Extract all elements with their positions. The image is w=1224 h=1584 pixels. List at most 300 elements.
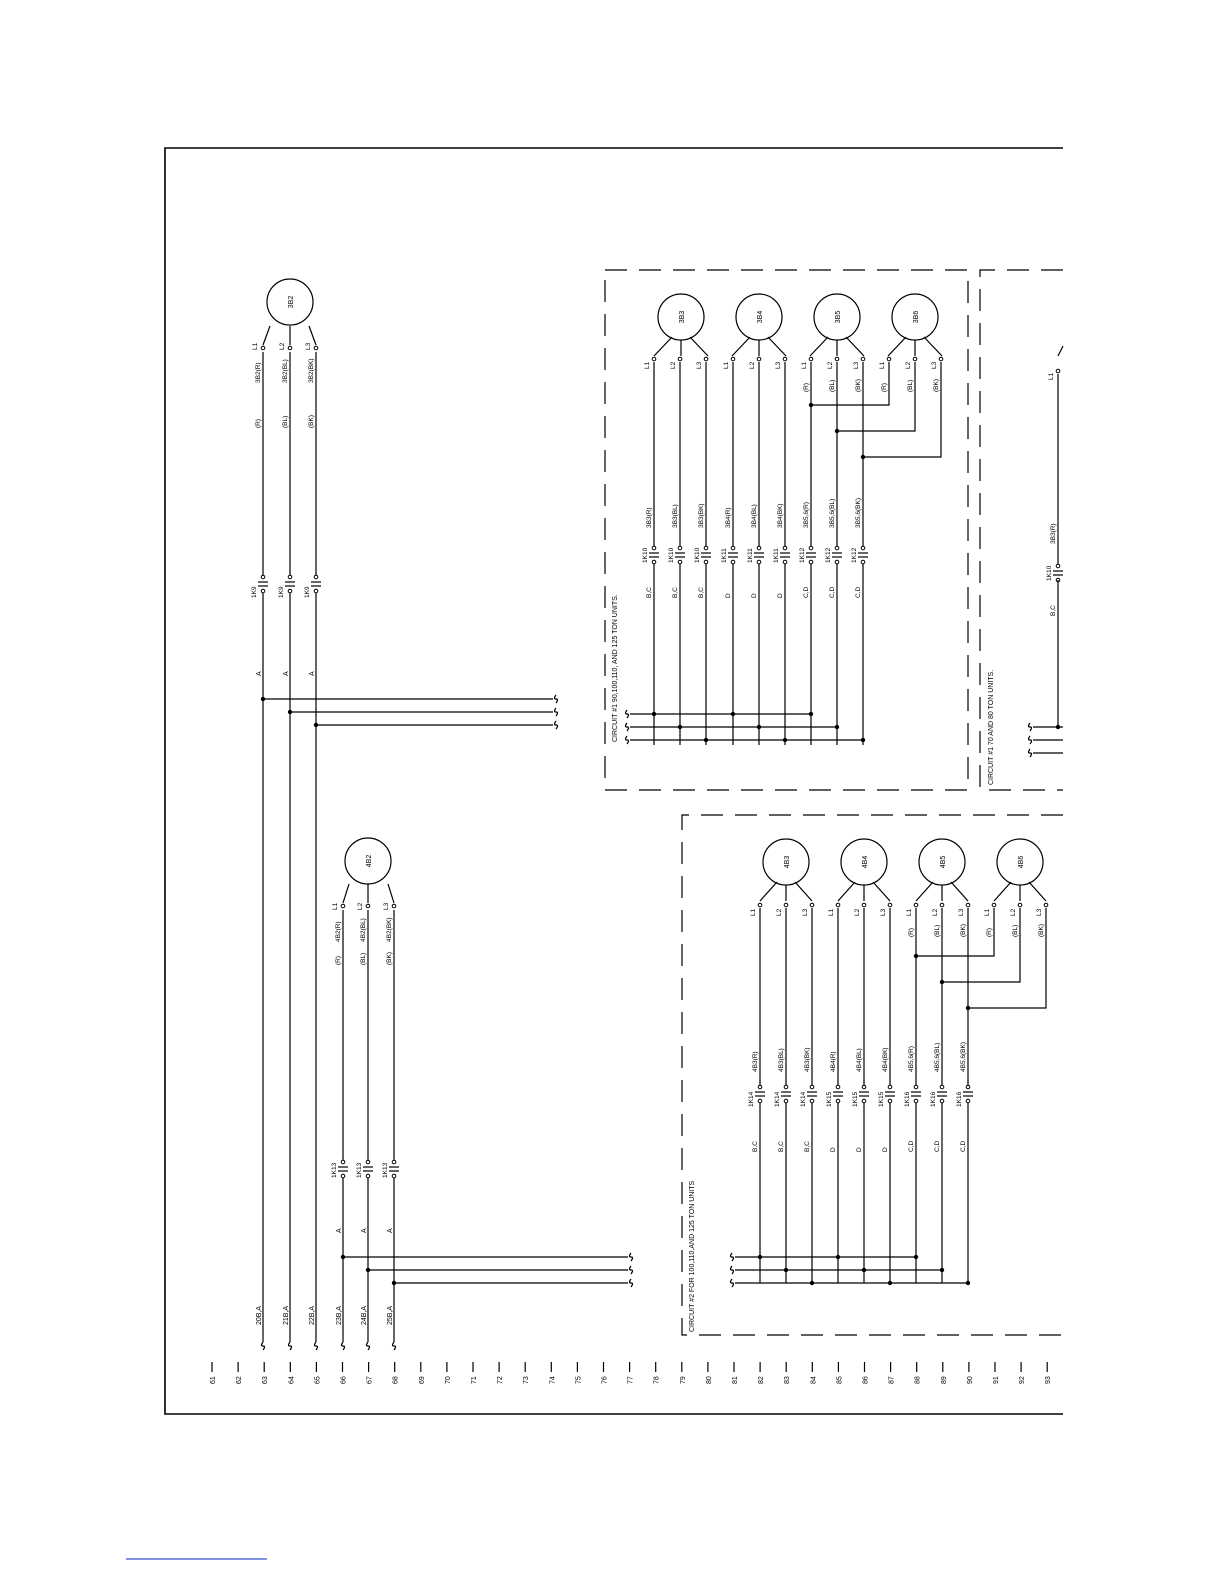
- terminal-label: L3: [383, 902, 390, 910]
- motor-terminal: [341, 904, 345, 908]
- motor-lead: [1058, 346, 1063, 356]
- wire-break: [1029, 723, 1032, 731]
- motor-lead: [888, 337, 906, 356]
- contact-terminal: [966, 1099, 970, 1103]
- terminal-label: L3: [958, 908, 965, 916]
- contact-terminal: [783, 560, 787, 564]
- contact-terminal: [341, 1160, 345, 1164]
- contact-label: 1K10: [1046, 565, 1053, 581]
- left-wire-label: 23B,A: [336, 1305, 343, 1325]
- motor-terminal: [888, 903, 892, 907]
- left-wire-break: [393, 1342, 396, 1350]
- bus-break: [626, 710, 629, 718]
- left-wire-label: 21B,A: [283, 1305, 290, 1325]
- rung-number-64: 64: [288, 1376, 296, 1384]
- contact-1k15: [833, 1085, 843, 1103]
- condition-label: B,C: [804, 1141, 811, 1152]
- condition-label: A: [309, 671, 316, 676]
- contact-terminal: [914, 1085, 918, 1089]
- wire-label: 4B3(BK): [804, 1047, 811, 1072]
- contact-1k12: [806, 546, 816, 564]
- left-wire-break: [289, 1342, 292, 1350]
- color-label: (R): [881, 382, 888, 392]
- contact-1k13-label: 1K13: [356, 1162, 363, 1178]
- condition-label: C,D: [934, 1140, 941, 1152]
- contact-label: 1K10: [668, 547, 675, 563]
- contact-terminal: [392, 1160, 396, 1164]
- motor-lead: [810, 337, 828, 356]
- contact-1k9: [311, 575, 321, 593]
- motor-terminal: [288, 346, 292, 350]
- contact-terminal: [888, 1085, 892, 1089]
- contact-1k11: [780, 546, 790, 564]
- wire-label: 4B3(R): [752, 1051, 759, 1072]
- bus-break: [555, 721, 558, 729]
- condition-label: D: [777, 593, 784, 598]
- contact-label: 1K16: [930, 1091, 937, 1107]
- motor-lead: [1029, 882, 1046, 901]
- color-label: (BK): [855, 379, 862, 392]
- junction-dot: [261, 697, 265, 701]
- contact-1k12: [858, 546, 868, 564]
- rung-number-92: 92: [1019, 1376, 1027, 1384]
- bus-break: [630, 1279, 633, 1287]
- terminal-label: L2: [1010, 908, 1017, 916]
- parallel-wire: [942, 908, 1020, 982]
- contact-label: 1K11: [721, 548, 728, 563]
- left-feeder-section: [251, 279, 633, 1350]
- contact-label: 1K10: [694, 547, 701, 563]
- contact-terminal: [784, 1099, 788, 1103]
- condition-label: C,D: [829, 586, 836, 598]
- condition-label: A: [361, 1228, 368, 1233]
- rung-number-88: 88: [914, 1376, 922, 1384]
- condition-label: A: [256, 671, 263, 676]
- contact-label: 1K15: [878, 1091, 885, 1107]
- contact-1k9: [285, 575, 295, 593]
- motor-lead: [768, 337, 786, 356]
- wire-label: 4B5,6(R): [908, 1045, 915, 1072]
- motor-3b6-label: 3B6: [913, 310, 920, 324]
- motor-terminal: [314, 346, 318, 350]
- color-label: (BK): [1038, 924, 1045, 937]
- motor-lead: [309, 326, 316, 345]
- contact-label: 1K14: [800, 1091, 807, 1107]
- left-wire-label: 24B,A: [361, 1305, 368, 1325]
- rung-number-87: 87: [888, 1376, 896, 1384]
- contact-1k9: [258, 575, 268, 593]
- terminal-label: L1: [984, 908, 991, 916]
- contact-label: 1K16: [956, 1091, 963, 1107]
- contact-terminal: [731, 546, 735, 550]
- motor-terminal: [758, 903, 762, 907]
- junction-dot: [783, 738, 787, 742]
- contact-terminal: [861, 560, 865, 564]
- bus-break: [630, 1253, 633, 1261]
- motor-4b5-label: 4B5: [940, 855, 947, 869]
- condition-label: C,D: [960, 1140, 967, 1152]
- motor-terminal: [1056, 369, 1060, 373]
- wire-label: 3B5,6(BL): [829, 498, 836, 528]
- wire-3b2-label: 3B2(BK): [308, 358, 315, 383]
- contact-1k13-label: 1K13: [331, 1162, 338, 1178]
- contact-1k16: [963, 1085, 973, 1103]
- contact-1k14: [781, 1085, 791, 1103]
- contact-terminal: [366, 1160, 370, 1164]
- wire-label: 3B5,6(BK): [855, 498, 862, 528]
- motor-lead: [690, 337, 708, 356]
- rung-number-84: 84: [810, 1376, 818, 1384]
- wire-label: 4B4(R): [830, 1051, 837, 1072]
- bus-break: [731, 1279, 734, 1287]
- contact-1k10: [701, 546, 711, 564]
- junction-dot: [835, 429, 839, 433]
- motor-terminal: [966, 903, 970, 907]
- contact-terminal: [836, 1099, 840, 1103]
- rung-number-68: 68: [392, 1376, 400, 1384]
- condition-label: D: [751, 593, 758, 598]
- condition-label: D: [882, 1147, 889, 1152]
- contact-terminal: [288, 575, 292, 579]
- contact-1k16: [911, 1085, 921, 1103]
- left-wire-label: 25B,A: [387, 1305, 394, 1325]
- terminal-label: L3: [305, 342, 312, 350]
- bus-break: [555, 708, 558, 716]
- contact-1k10: [675, 546, 685, 564]
- bus-break: [626, 736, 629, 744]
- junction-dot: [940, 1268, 944, 1272]
- motor-3b2-label: 3B2: [288, 295, 295, 309]
- color-label: (R): [803, 382, 810, 392]
- wire-label: 3B4(BL): [751, 504, 758, 528]
- contact-label: 1K12: [851, 547, 858, 563]
- motor-lead: [951, 882, 968, 901]
- box2-title: CIRCUIT #1 70 AND 80 TON UNITS.: [988, 669, 995, 785]
- contact-1k9-label: 1K9: [278, 586, 285, 598]
- terminal-label: L1: [332, 902, 339, 910]
- terminal-label: L2: [827, 361, 834, 369]
- contact-terminal: [835, 546, 839, 550]
- motor-terminal: [678, 357, 682, 361]
- condition-label: A: [336, 1228, 343, 1233]
- condition-label: C,D: [908, 1140, 915, 1152]
- junction-dot: [810, 1281, 814, 1285]
- motor-terminal: [704, 357, 708, 361]
- motor-terminal: [992, 903, 996, 907]
- circuit1-section: [626, 294, 943, 745]
- color-label: (R): [908, 927, 915, 937]
- junction-dot: [731, 712, 735, 716]
- junction-dot: [862, 1268, 866, 1272]
- contact-1k15: [885, 1085, 895, 1103]
- rung-number-70: 70: [444, 1376, 452, 1384]
- rung-number-90: 90: [966, 1376, 974, 1384]
- color-label: (R): [255, 418, 262, 428]
- contact-terminal: [366, 1174, 370, 1178]
- motor-terminal: [940, 903, 944, 907]
- contact-terminal: [704, 560, 708, 564]
- motor-4b6-label: 4B6: [1018, 855, 1025, 869]
- motor-terminal: [757, 357, 761, 361]
- contact-label: 1K15: [852, 1091, 859, 1107]
- rung-number-80: 80: [705, 1376, 713, 1384]
- terminal-label: L2: [905, 361, 912, 369]
- rung-number-69: 69: [418, 1376, 426, 1384]
- circuit2-section: [731, 839, 1048, 1287]
- color-label: (BK): [308, 415, 315, 428]
- contact-terminal: [314, 575, 318, 579]
- terminal-label: L3: [696, 361, 703, 369]
- motor-4b2-label: 4B2: [366, 854, 373, 868]
- junction-dot: [366, 1268, 370, 1272]
- junction-dot: [914, 954, 918, 958]
- contact-terminal: [652, 546, 656, 550]
- motor-lead: [873, 882, 890, 901]
- contact-terminal: [888, 1099, 892, 1103]
- condition-label: A: [283, 671, 290, 676]
- bus-break: [630, 1266, 633, 1274]
- box1-title: CIRCUIT #1 90,100,110, AND 125 TON UNITS.: [612, 594, 619, 742]
- terminal-label: L1: [801, 361, 808, 369]
- condition-label: B,C: [1050, 605, 1057, 616]
- condition-label: B,C: [778, 1141, 785, 1152]
- contact-label: 1K14: [748, 1091, 755, 1107]
- rung-number-76: 76: [601, 1376, 609, 1384]
- contact-terminal: [757, 560, 761, 564]
- terminal-label: L2: [749, 361, 756, 369]
- wire-label: 3B3(R): [646, 507, 653, 528]
- rung-number-66: 66: [340, 1376, 348, 1384]
- terminal-label: L1: [906, 908, 913, 916]
- contact-terminal: [731, 560, 735, 564]
- parallel-wire: [837, 362, 915, 431]
- motor-terminal: [366, 904, 370, 908]
- motor-lead: [263, 326, 270, 345]
- color-label: (BK): [933, 379, 940, 392]
- wire-break: [1029, 736, 1032, 744]
- rung-number-65: 65: [314, 1376, 322, 1384]
- circuit1-small-section: [1029, 346, 1064, 757]
- motor-4b4-label: 4B4: [862, 855, 869, 869]
- motor-terminal: [1018, 903, 1022, 907]
- junction-dot: [809, 403, 813, 407]
- parallel-wire: [968, 908, 1046, 1008]
- rung-number-79: 79: [679, 1376, 687, 1384]
- contact-terminal: [810, 1085, 814, 1089]
- motor-lead: [916, 882, 933, 901]
- motor-terminal: [731, 357, 735, 361]
- motor-terminal: [939, 357, 943, 361]
- wire-label: 3B3(BL): [672, 504, 679, 528]
- wire-4b2-label: 4B2(BK): [386, 917, 393, 942]
- wire-label: 3B3(R): [1050, 523, 1057, 544]
- terminal-label: L2: [670, 361, 677, 369]
- rung-number-86: 86: [862, 1376, 870, 1384]
- rung-number-89: 89: [940, 1376, 948, 1384]
- junction-dot: [757, 725, 761, 729]
- contact-terminal: [836, 1085, 840, 1089]
- terminal-label: L3: [802, 908, 809, 916]
- junction-dot: [861, 738, 865, 742]
- rung-number-74: 74: [549, 1376, 557, 1384]
- contact-terminal: [652, 560, 656, 564]
- rung-number-91: 91: [993, 1376, 1000, 1384]
- contact-label: 1K16: [904, 1091, 911, 1107]
- rung-number-67: 67: [366, 1376, 374, 1384]
- rung-number-63: 63: [262, 1376, 270, 1384]
- wire-label: 4B3(BL): [778, 1048, 785, 1072]
- left-wire-label: 22B,A: [309, 1305, 316, 1325]
- motor-terminal: [810, 903, 814, 907]
- motor-terminal: [1044, 903, 1048, 907]
- junction-dot: [861, 455, 865, 459]
- wire-4b2-label: 4B2(R): [335, 921, 342, 942]
- contact-terminal: [678, 560, 682, 564]
- contact-1k11: [754, 546, 764, 564]
- contact-terminal: [392, 1174, 396, 1178]
- motor-terminal: [809, 357, 813, 361]
- contact-1k13: [389, 1160, 399, 1178]
- wire-label: 4B4(BK): [882, 1047, 889, 1072]
- motor-terminal: [914, 903, 918, 907]
- rung-number-83: 83: [784, 1376, 792, 1384]
- motor-terminal: [836, 903, 840, 907]
- contact-terminal: [784, 1085, 788, 1089]
- motor-4b3-label: 4B3: [784, 855, 791, 869]
- motor-3b4-label: 3B4: [757, 310, 764, 324]
- junction-dot: [940, 980, 944, 984]
- contact-terminal: [314, 589, 318, 593]
- condition-label: A: [387, 1228, 394, 1233]
- contact-terminal: [261, 575, 265, 579]
- contact-terminal: [261, 589, 265, 593]
- contact-1k13: [338, 1160, 348, 1178]
- junction-dot: [704, 738, 708, 742]
- condition-label: B,C: [752, 1141, 759, 1152]
- contact-1k10: [1053, 564, 1063, 582]
- terminal-label: L1: [828, 908, 835, 916]
- contact-1k11: [728, 546, 738, 564]
- condition-label: C,D: [803, 586, 810, 598]
- motor-lead: [838, 882, 855, 901]
- junction-dot: [966, 1006, 970, 1010]
- contact-label: 1K12: [825, 547, 832, 563]
- contact-label: 1K11: [747, 548, 754, 563]
- condition-label: D: [830, 1147, 837, 1152]
- rung-number-73: 73: [523, 1376, 531, 1384]
- contact-label: 1K12: [799, 547, 806, 563]
- bus-break: [626, 723, 629, 731]
- motor-lead: [732, 337, 750, 356]
- motor-lead: [795, 882, 812, 901]
- parallel-wire: [863, 362, 941, 457]
- contact-1k14: [755, 1085, 765, 1103]
- wire-3b2-label: 3B2(BL): [282, 359, 289, 383]
- junction-dot: [288, 710, 292, 714]
- terminal-label: L1: [723, 361, 730, 369]
- motor-lead: [846, 337, 864, 356]
- wire-label: 3B4(BK): [777, 503, 784, 528]
- terminal-label: L2: [932, 908, 939, 916]
- condition-label: D: [725, 593, 732, 598]
- motor-3b5-label: 3B5: [835, 310, 842, 324]
- contact-1k9-label: 1K9: [251, 586, 258, 598]
- contact-1k13: [363, 1160, 373, 1178]
- left-wire-break: [342, 1342, 345, 1350]
- parallel-wire: [811, 362, 889, 405]
- wire-label: 4B5,6(BK): [960, 1042, 967, 1072]
- terminal-label: L1: [750, 908, 757, 916]
- contact-terminal: [862, 1099, 866, 1103]
- contact-label: 1K15: [826, 1091, 833, 1107]
- junction-dot: [836, 1255, 840, 1259]
- rung-number-75: 75: [575, 1376, 583, 1384]
- junction-dot: [341, 1255, 345, 1259]
- terminal-label: L3: [1036, 908, 1043, 916]
- contact-1k12: [832, 546, 842, 564]
- contact-label: 1K14: [774, 1091, 781, 1107]
- terminal-label: L1: [1048, 372, 1055, 380]
- rung-number-72: 72: [497, 1376, 505, 1384]
- wire-3b2-label: 3B2(R): [255, 362, 262, 383]
- motor-lead: [343, 884, 349, 903]
- terminal-label: L2: [776, 908, 783, 916]
- color-label: (BL): [907, 379, 914, 392]
- condition-label: D: [856, 1147, 863, 1152]
- wire-label: 3B3(BK): [698, 503, 705, 528]
- contact-terminal: [783, 546, 787, 550]
- condition-label: C,D: [855, 586, 862, 598]
- rung-number-77: 77: [627, 1376, 635, 1384]
- wire-break: [1029, 749, 1032, 757]
- condition-label: B,C: [698, 587, 705, 598]
- junction-dot: [678, 725, 682, 729]
- bus-break: [731, 1266, 734, 1274]
- contact-label: 1K11: [773, 548, 780, 563]
- wire-label: 4B4(BL): [856, 1048, 863, 1072]
- motor-terminal: [862, 903, 866, 907]
- wire-label: 3B4(R): [725, 507, 732, 528]
- junction-dot: [835, 725, 839, 729]
- terminal-label: L3: [775, 361, 782, 369]
- contact-terminal: [757, 546, 761, 550]
- terminal-label: L3: [880, 908, 887, 916]
- circuit1-box: [605, 270, 968, 790]
- contact-1k9-label: 1K9: [304, 586, 311, 598]
- terminal-label: L2: [279, 342, 286, 350]
- motor-terminal: [913, 357, 917, 361]
- color-label: (BL): [934, 924, 941, 937]
- contact-1k13-label: 1K13: [382, 1162, 389, 1178]
- motor-terminal: [392, 904, 396, 908]
- junction-dot: [914, 1255, 918, 1259]
- wire-label: 3B5,6(R): [803, 501, 810, 528]
- terminal-label: L1: [879, 361, 886, 369]
- terminal-label: L3: [931, 361, 938, 369]
- rung-number-71: 71: [471, 1376, 478, 1384]
- contact-1k16: [937, 1085, 947, 1103]
- color-label: (BK): [386, 952, 393, 965]
- rung-number-62: 62: [236, 1376, 244, 1384]
- rung-number-82: 82: [758, 1376, 766, 1384]
- motor-lead: [924, 337, 942, 356]
- contact-terminal: [678, 546, 682, 550]
- motor-lead: [760, 882, 777, 901]
- contact-1k10: [649, 546, 659, 564]
- left-wire-label: 20B,A: [256, 1305, 263, 1325]
- motor-3b3-label: 3B3: [679, 310, 686, 324]
- condition-label: B,C: [672, 587, 679, 598]
